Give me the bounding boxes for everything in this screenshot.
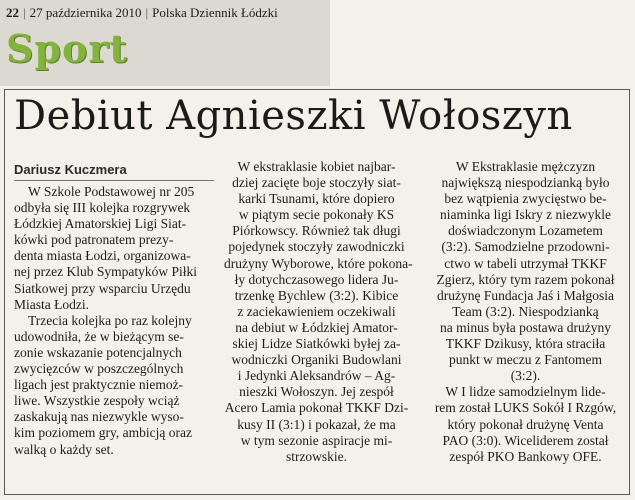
article-text-line: (3:2). Samodzielne przodowni- (441, 239, 610, 255)
article-text-line: drużynę Fundacja Jaś i Małgosia (437, 287, 614, 303)
article-text-line: W Szkole Podstawowej nr 205 (28, 184, 195, 199)
article-text-line: największą niespodzianką było (441, 175, 610, 191)
article-text-line: odbyła się III kolejka rozgrywek (14, 200, 191, 216)
issue-date: 27 października 2010 (29, 5, 142, 20)
publication-name: Polska Dziennik Łódzki (152, 5, 278, 20)
article-text-line: kusy II (3:1) i pokazał, że ma (237, 416, 396, 432)
article-text-line: W ekstraklasie kobiet najbar- (237, 159, 396, 174)
article-text-line: rem został LUKS Sokół I Rzgów, (434, 400, 617, 416)
article-text-line: W Ekstraklasie mężczyzn (455, 159, 596, 174)
article-text-line: W I lidze samodzielnym lide- (445, 384, 606, 400)
article-text-line: niaminka ligi Iskry z niezwykle (440, 207, 611, 223)
section-title: Sport (6, 26, 128, 71)
article-headline: Debiut Agnieszki Wołoszyn (14, 93, 573, 139)
article-column-3 (428, 159, 623, 465)
article-text-line: ligach jest praktycznie niemoż- (14, 377, 184, 393)
article-text-line: w tym sezonie aspiracje mi- (240, 432, 393, 448)
article-text-line: udowodniła, że w bieżącym se- (14, 328, 184, 344)
article-text-line: (3:2). (510, 368, 541, 384)
article-text-line: kówki pod patronatem prezy- (14, 232, 174, 248)
article-text-line: zespół PKO Bankowy OFE. (449, 448, 602, 464)
article-text-line: drużyny Wyborowe, które pokona- (224, 255, 413, 271)
article-text-line: bez wątpienia zwycięstwo be- (444, 191, 607, 207)
article-column-2 (224, 159, 413, 465)
article-text-line: Zgierz, który tym razem pokonał (436, 271, 615, 287)
article-text-line: który pokonał drużynę Venta (447, 416, 604, 432)
article-text-line: na debiut w Łódzkiej Amator- (235, 319, 398, 335)
article-text-line: denta miasta Łodzi, organizowa- (14, 248, 191, 264)
article-text-line: strzowskie. (285, 448, 348, 464)
article-text-line: ctwo w tabeli utrzymał TKKF (444, 255, 607, 271)
article-text-line: liwe. Wszystkie zespoły wciąż (14, 393, 180, 409)
article-text-line: Team (3:2). Niespodzianką (452, 303, 599, 319)
article-text-line: pojedynek stoczyły zawodniczki (228, 239, 405, 255)
article-text-line: PAO (3:0). Wiceliderem został (442, 432, 609, 448)
article-text-line: Siatkowej przy wsparciu Urzędu (14, 280, 191, 296)
article-author: Dariusz Kuczmera (14, 162, 127, 177)
article-text-line: karki Tsunami, które dopiero (238, 191, 395, 207)
article-text-line: kim poziomem gry, ambicją oraz (14, 425, 192, 441)
article-text-line: na minus była postawa drużyny (440, 319, 611, 335)
article-text-line: ły dotychczasowego lidera Ju- (234, 271, 399, 287)
article-text-line: dziej zacięte boje stoczyły siat- (232, 175, 401, 191)
article-text-line: Piórkowscy. Również tak długi (232, 223, 401, 239)
article-text-line: zwycięzców w poszczególnych (14, 361, 184, 377)
article-text-line: z zaciekawieniem oczekiwali (237, 303, 396, 319)
article-text-line: punkt w meczu z Fantomem (449, 352, 602, 368)
article-text-line: Acero Lamia pokonał TKKF Dzi- (224, 400, 409, 416)
article-text-line: Łódzkiej Amatorskiej Ligi Siat- (14, 216, 187, 232)
article-text-line: trzenkę Bychlew (3:2). Kibice (234, 287, 399, 303)
article-text-line: zonie wskazanie potencjalnych (14, 344, 182, 360)
article-text-line: nej przez Klub Sympatyków Piłki (14, 264, 197, 280)
article-text-line: Trzecia kolejka po raz kolejny (28, 312, 192, 328)
article-text-line: wodniczki Organiki Budowlani (231, 352, 402, 368)
author-divider (14, 180, 214, 181)
article-text-line: skiej Lidze Siatkówki byłej za- (232, 336, 401, 352)
issue-line: 22 | 27 października 2010 | Polska Dziennik Łódzki (6, 5, 278, 20)
article-text-line: walką o każdy set. (14, 441, 114, 457)
article-text-line: zaskakują nas niezwykle wyso- (14, 409, 184, 425)
article-text-line: i Jedynki Aleksandrów – Ag- (237, 368, 396, 384)
page-number: 22 (6, 5, 19, 20)
article-text-line: nieszki Wołoszyn. Jej zespół (239, 384, 394, 400)
article-text-line: Miasta Łodzi. (14, 296, 89, 312)
article-text-line: w piątym secie pokonały KS (238, 207, 395, 223)
masthead (0, 0, 330, 86)
article-column-1 (14, 184, 216, 458)
article-text-line: doświadczonym Lozametem (448, 223, 603, 239)
article-text-line: TKKF Dzikusy, która straciła (445, 336, 606, 352)
